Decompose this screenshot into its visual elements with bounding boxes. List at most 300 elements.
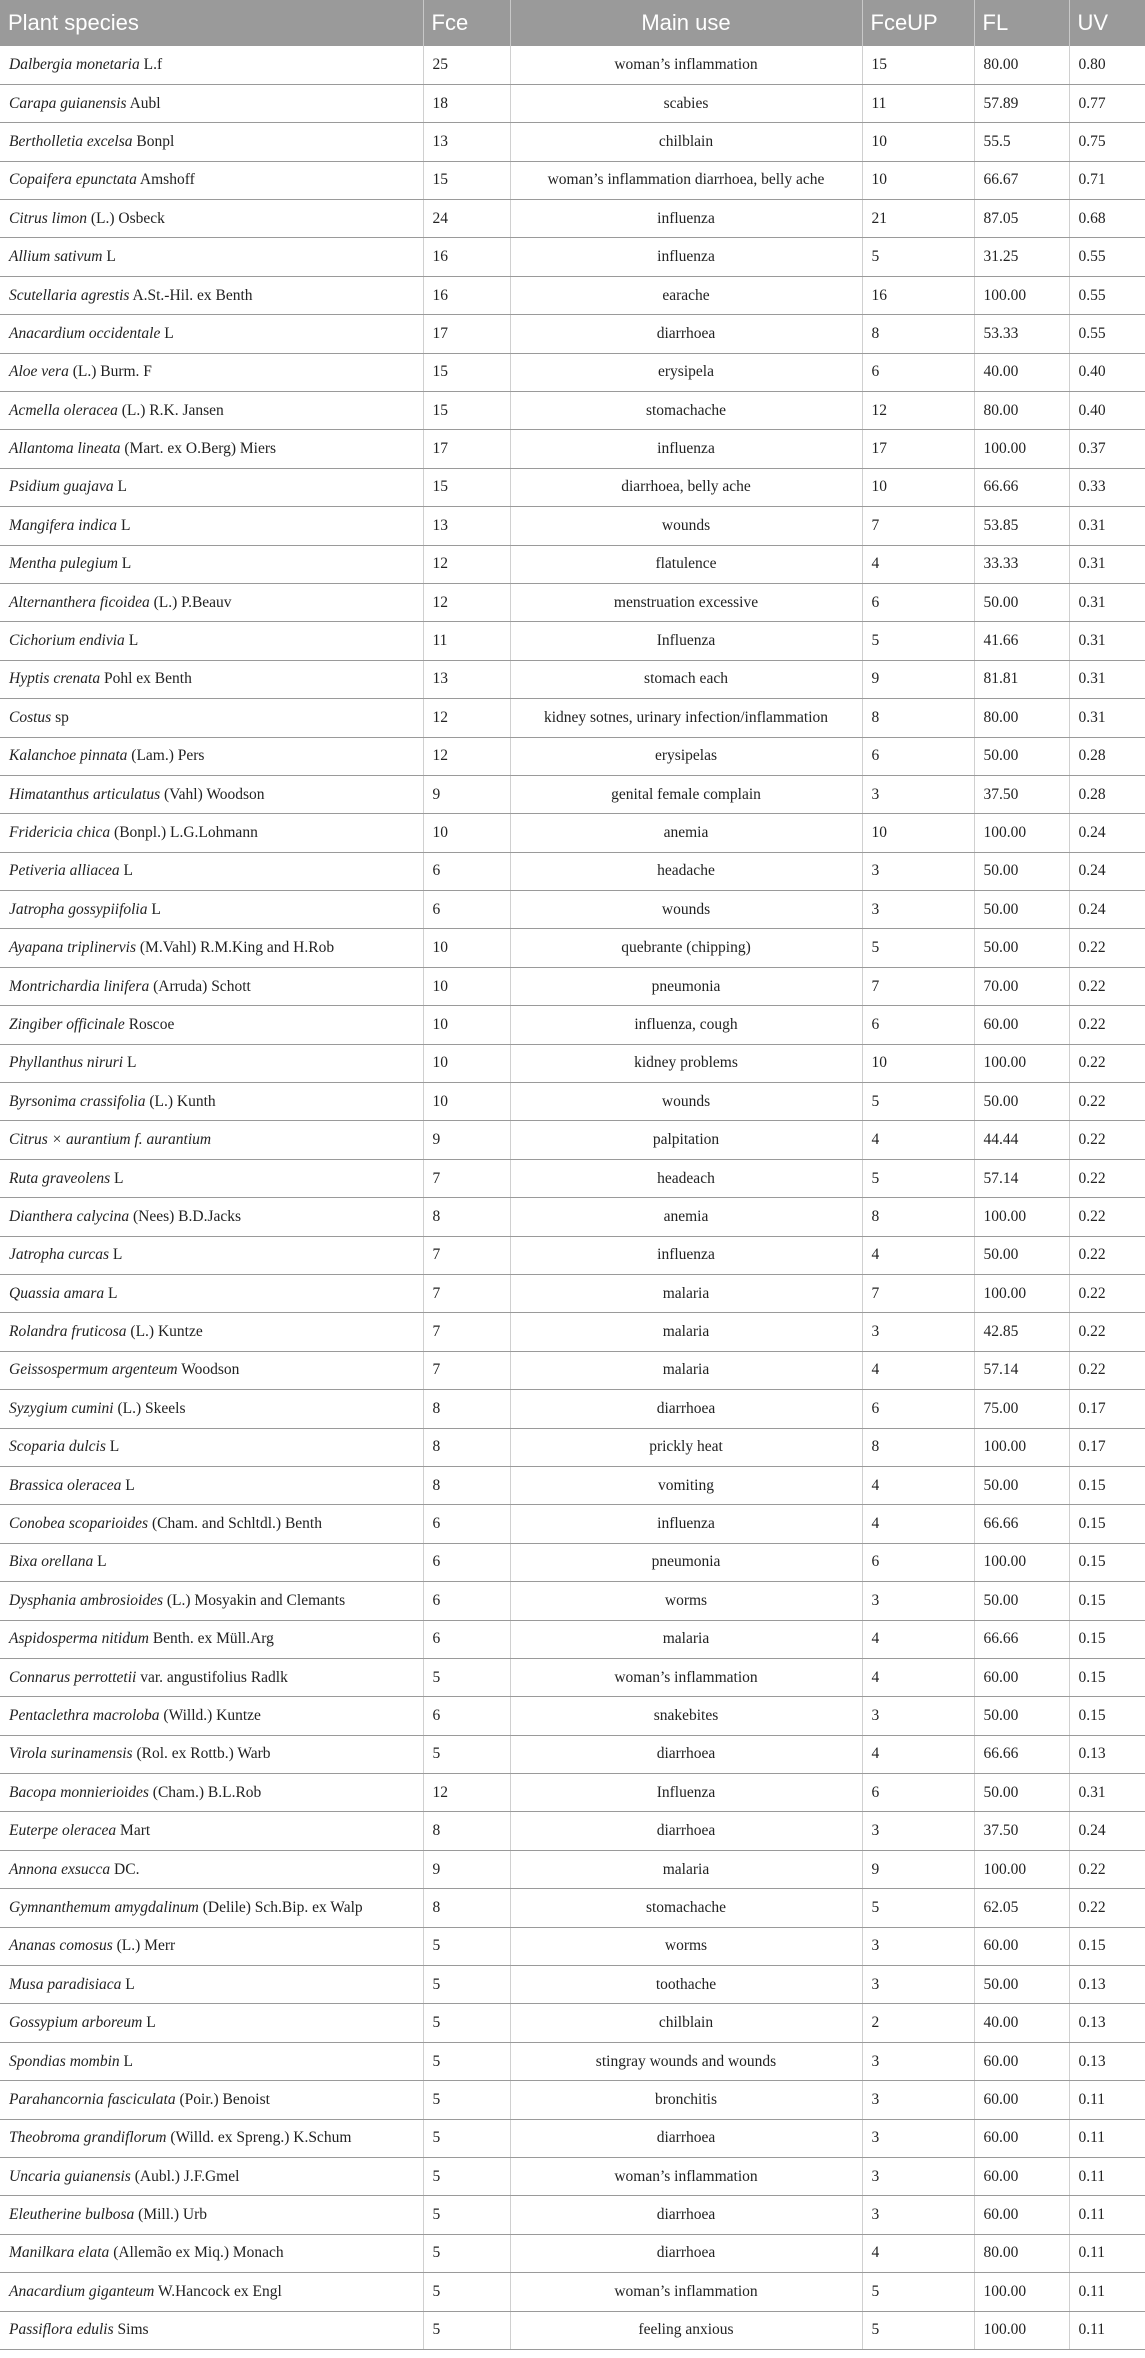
cell-fceup: 4 xyxy=(862,1620,974,1658)
species-author: L xyxy=(97,1553,107,1571)
cell-fl: 75.00 xyxy=(974,1390,1069,1428)
table-row xyxy=(0,852,1145,890)
species-author: (Allemão ex Miq.) Monach xyxy=(113,2244,284,2262)
cell-uv: 0.22 xyxy=(1069,1159,1145,1197)
table-row xyxy=(0,967,1145,1005)
cell-fl: 60.00 xyxy=(974,2157,1069,2195)
species-author: Bonpl xyxy=(136,132,175,150)
species-author: L xyxy=(126,1054,137,1072)
cell-main-use: snakebites xyxy=(510,1697,862,1735)
cell-fl: 66.67 xyxy=(974,161,1069,199)
species-name: Pentaclethra macroloba xyxy=(9,1706,160,1724)
table-row xyxy=(0,276,1145,314)
species-name: Eleutherine bulbosa xyxy=(9,2206,135,2224)
cell-fce: 6 xyxy=(423,1543,510,1581)
cell-fce: 12 xyxy=(423,545,510,583)
species-author: (Willd. ex Spreng.) K.Schum xyxy=(170,2129,352,2147)
species-name: Zingiber officinale xyxy=(9,1015,125,1033)
cell-main-use: Influenza xyxy=(510,1774,862,1812)
cell-plant-species xyxy=(0,1351,423,1389)
cell-main-use: earache xyxy=(510,276,862,314)
cell-uv: 0.15 xyxy=(1069,1582,1145,1620)
cell-fl: 100.00 xyxy=(974,1198,1069,1236)
species-name: Annona exsucca xyxy=(9,1860,111,1878)
species-author: (Bonpl.) L.G.Lohmann xyxy=(114,824,258,841)
table-row xyxy=(0,1774,1145,1812)
species-name: Jatropha gossypiifolia xyxy=(9,900,148,918)
cell-fl: 80.00 xyxy=(974,46,1069,84)
species-author: Aubl xyxy=(129,94,161,112)
cell-plant-species xyxy=(0,2273,423,2311)
cell-fceup: 3 xyxy=(862,2157,974,2195)
cell-fce: 13 xyxy=(423,123,510,161)
table-row xyxy=(0,46,1145,84)
species-author: (Aubl.) J.F.Gmel xyxy=(134,2167,240,2185)
cell-fceup: 3 xyxy=(862,2081,974,2119)
cell-uv: 0.24 xyxy=(1069,852,1145,890)
cell-fl: 100.00 xyxy=(974,814,1069,852)
cell-fl: 33.33 xyxy=(974,545,1069,583)
cell-plant-species xyxy=(0,2004,423,2042)
cell-uv: 0.17 xyxy=(1069,1390,1145,1428)
cell-fceup: 6 xyxy=(862,1543,974,1581)
cell-uv: 0.15 xyxy=(1069,1658,1145,1696)
species-name: Quassia amara xyxy=(9,1284,105,1302)
species-name: Conobea scoparioides xyxy=(9,1515,149,1533)
cell-uv: 0.13 xyxy=(1069,1966,1145,2004)
species-name: Musa paradisiaca xyxy=(9,1975,122,1993)
cell-plant-species xyxy=(0,1966,423,2004)
species-name: Acmella oleracea xyxy=(9,401,118,419)
cell-fce: 5 xyxy=(423,2004,510,2042)
cell-fceup: 10 xyxy=(862,814,974,852)
cell-fceup: 6 xyxy=(862,583,974,621)
cell-plant-species xyxy=(0,468,423,506)
cell-plant-species xyxy=(0,276,423,314)
table-row xyxy=(0,161,1145,199)
species-name: Mentha pulegium xyxy=(9,555,118,573)
cell-plant-species xyxy=(0,737,423,775)
cell-fceup: 3 xyxy=(862,852,974,890)
species-name: Mangifera indica xyxy=(9,516,118,534)
species-name: Alternanthera ficoidea xyxy=(9,593,150,611)
table-row xyxy=(0,1697,1145,1735)
species-name: Geissospermum argenteum xyxy=(9,1361,178,1379)
cell-fceup: 3 xyxy=(862,2196,974,2234)
cell-fceup: 8 xyxy=(862,315,974,353)
cell-uv: 0.33 xyxy=(1069,468,1145,506)
cell-plant-species xyxy=(0,1313,423,1351)
cell-plant-species xyxy=(0,392,423,430)
cell-fl: 44.44 xyxy=(974,1121,1069,1159)
species-name: Costus xyxy=(9,708,52,726)
cell-uv: 0.31 xyxy=(1069,583,1145,621)
cell-main-use: quebrante (chipping) xyxy=(510,929,862,967)
cell-fl: 70.00 xyxy=(974,967,1069,1005)
cell-fce: 5 xyxy=(423,1927,510,1965)
table-row xyxy=(0,814,1145,852)
cell-fl: 81.81 xyxy=(974,660,1069,698)
table-row xyxy=(0,660,1145,698)
cell-plant-species xyxy=(0,2196,423,2234)
species-author: L xyxy=(128,632,139,650)
cell-plant-species xyxy=(0,1658,423,1696)
cell-plant-species xyxy=(0,46,423,84)
cell-fl: 42.85 xyxy=(974,1313,1069,1351)
cell-uv: 0.22 xyxy=(1069,1351,1145,1389)
cell-plant-species xyxy=(0,1275,423,1313)
cell-fceup: 4 xyxy=(862,1121,974,1159)
cell-fceup: 4 xyxy=(862,1466,974,1504)
cell-fceup: 3 xyxy=(862,1697,974,1735)
cell-plant-species xyxy=(0,2234,423,2272)
species-name: Petiveria alliacea xyxy=(9,862,120,880)
cell-fce: 5 xyxy=(423,2081,510,2119)
species-author: L xyxy=(108,1284,118,1302)
cell-fl: 100.00 xyxy=(974,1543,1069,1581)
table-row xyxy=(0,392,1145,430)
cell-main-use: stomachache xyxy=(510,1889,862,1927)
cell-plant-species xyxy=(0,1812,423,1850)
cell-fl: 31.25 xyxy=(974,238,1069,276)
cell-fceup: 5 xyxy=(862,929,974,967)
cell-fceup: 4 xyxy=(862,2234,974,2272)
cell-fl: 50.00 xyxy=(974,929,1069,967)
cell-fceup: 7 xyxy=(862,507,974,545)
cell-fce: 7 xyxy=(423,1159,510,1197)
cell-fce: 5 xyxy=(423,1966,510,2004)
cell-fl: 60.00 xyxy=(974,2042,1069,2080)
cell-fl: 57.89 xyxy=(974,84,1069,122)
cell-fceup: 5 xyxy=(862,1889,974,1927)
table-row xyxy=(0,1159,1145,1197)
cell-fl: 62.05 xyxy=(974,1889,1069,1927)
cell-fceup: 4 xyxy=(862,1505,974,1543)
table-row xyxy=(0,1351,1145,1389)
cell-plant-species xyxy=(0,1044,423,1082)
cell-plant-species xyxy=(0,2157,423,2195)
cell-fceup: 10 xyxy=(862,161,974,199)
cell-main-use: anemia xyxy=(510,814,862,852)
cell-uv: 0.13 xyxy=(1069,1735,1145,1773)
cell-plant-species xyxy=(0,1505,423,1543)
cell-uv: 0.24 xyxy=(1069,814,1145,852)
cell-uv: 0.15 xyxy=(1069,1697,1145,1735)
cell-plant-species xyxy=(0,1582,423,1620)
species-author: (L.) Osbeck xyxy=(90,209,165,227)
cell-main-use: kidney sotnes, urinary infection/inflammation xyxy=(510,699,862,737)
species-name: Syzygium cumini xyxy=(9,1399,114,1417)
cell-plant-species xyxy=(0,1543,423,1581)
cell-fceup: 3 xyxy=(862,1313,974,1351)
cell-fceup: 6 xyxy=(862,353,974,391)
species-author: L xyxy=(164,324,174,342)
cell-fce: 17 xyxy=(423,430,510,468)
cell-plant-species xyxy=(0,2042,423,2080)
species-author: L.f xyxy=(143,55,163,73)
species-name: Carapa guianensis xyxy=(9,94,127,112)
cell-fceup: 7 xyxy=(862,967,974,1005)
species-name: Connarus perrottetii xyxy=(9,1668,137,1686)
cell-fce: 12 xyxy=(423,737,510,775)
species-name: Psidium guajava xyxy=(9,478,114,496)
cell-main-use: toothache xyxy=(510,1966,862,2004)
species-name: Gossypium arboreum xyxy=(9,2014,143,2032)
species-author: A.St.-Hil. ex Benth xyxy=(132,286,253,304)
cell-plant-species xyxy=(0,852,423,890)
cell-plant-species xyxy=(0,1006,423,1044)
cell-fce: 8 xyxy=(423,1198,510,1236)
cell-uv: 0.22 xyxy=(1069,1275,1145,1313)
cell-main-use: menstruation excessive xyxy=(510,583,862,621)
cell-fceup: 5 xyxy=(862,238,974,276)
species-author: (L.) Burm. F xyxy=(72,363,152,381)
cell-fl: 60.00 xyxy=(974,2119,1069,2157)
species-author: (Rol. ex Rottb.) Warb xyxy=(136,1745,271,1763)
cell-fce: 5 xyxy=(423,1658,510,1696)
cell-plant-species xyxy=(0,353,423,391)
table-row xyxy=(0,1236,1145,1274)
table-row xyxy=(0,1466,1145,1504)
cell-plant-species xyxy=(0,315,423,353)
cell-plant-species xyxy=(0,2119,423,2157)
cell-uv: 0.28 xyxy=(1069,737,1145,775)
table-row xyxy=(0,1889,1145,1927)
table-row xyxy=(0,1582,1145,1620)
cell-fceup: 7 xyxy=(862,1275,974,1313)
cell-fce: 8 xyxy=(423,1812,510,1850)
species-name: Parahancornia fasciculata xyxy=(9,2090,176,2108)
cell-fl: 60.00 xyxy=(974,2081,1069,2119)
cell-fce: 10 xyxy=(423,814,510,852)
cell-fce: 17 xyxy=(423,315,510,353)
species-author: (Arruda) Schott xyxy=(153,977,251,995)
cell-plant-species xyxy=(0,2081,423,2119)
cell-uv: 0.11 xyxy=(1069,2157,1145,2195)
cell-main-use: headache xyxy=(510,852,862,890)
cell-fceup: 11 xyxy=(862,84,974,122)
species-author: (L.) P.Beauv xyxy=(153,593,232,611)
cell-fl: 53.85 xyxy=(974,507,1069,545)
species-author: Woodson xyxy=(181,1361,240,1379)
cell-fce: 7 xyxy=(423,1236,510,1274)
cell-uv: 0.17 xyxy=(1069,1428,1145,1466)
cell-main-use: influenza xyxy=(510,430,862,468)
species-name: Byrsonima crassifolia xyxy=(9,1092,146,1110)
cell-plant-species xyxy=(0,1697,423,1735)
cell-fl: 41.66 xyxy=(974,622,1069,660)
cell-fl: 87.05 xyxy=(974,200,1069,238)
cell-fceup: 5 xyxy=(862,1083,974,1121)
species-author: L xyxy=(123,862,133,880)
table-row xyxy=(0,1313,1145,1351)
species-author: (Nees) B.D.Jacks xyxy=(132,1207,242,1225)
cell-main-use: headeach xyxy=(510,1159,862,1197)
cell-fl: 66.66 xyxy=(974,468,1069,506)
cell-main-use: woman’s inflammation diarrhoea, belly ache xyxy=(510,161,862,199)
species-author: (Delile) Sch.Bip. ex Walp xyxy=(202,1898,363,1916)
cell-fce: 5 xyxy=(423,2273,510,2311)
cell-fce: 7 xyxy=(423,1313,510,1351)
table-row xyxy=(0,1275,1145,1313)
cell-fceup: 6 xyxy=(862,1006,974,1044)
cell-uv: 0.55 xyxy=(1069,315,1145,353)
cell-main-use: worms xyxy=(510,1927,862,1965)
species-author: (L.) Mosyakin and Clemants xyxy=(166,1591,346,1609)
cell-plant-species xyxy=(0,430,423,468)
cell-fceup: 6 xyxy=(862,1390,974,1428)
cell-fl: 80.00 xyxy=(974,2234,1069,2272)
header-main-use: Main use xyxy=(510,0,862,46)
cell-fce: 13 xyxy=(423,660,510,698)
cell-main-use: prickly heat xyxy=(510,1428,862,1466)
cell-uv: 0.22 xyxy=(1069,1121,1145,1159)
table-row xyxy=(0,1966,1145,2004)
table-row xyxy=(0,929,1145,967)
species-name: Passiflora edulis xyxy=(9,2321,114,2339)
cell-fce: 8 xyxy=(423,1889,510,1927)
cell-fl: 100.00 xyxy=(974,276,1069,314)
species-name: Scoparia dulcis xyxy=(9,1438,106,1456)
cell-fce: 7 xyxy=(423,1351,510,1389)
cell-plant-species xyxy=(0,1620,423,1658)
cell-fce: 8 xyxy=(423,1390,510,1428)
cell-fce: 10 xyxy=(423,967,510,1005)
cell-main-use: woman’s inflammation xyxy=(510,2273,862,2311)
table-row xyxy=(0,1620,1145,1658)
cell-fl: 50.00 xyxy=(974,852,1069,890)
cell-fceup: 6 xyxy=(862,737,974,775)
table-body xyxy=(0,46,1145,2349)
cell-uv: 0.22 xyxy=(1069,929,1145,967)
cell-plant-species xyxy=(0,1198,423,1236)
cell-main-use: chilblain xyxy=(510,2004,862,2042)
cell-uv: 0.22 xyxy=(1069,1889,1145,1927)
cell-main-use: worms xyxy=(510,1582,862,1620)
species-author: Sims xyxy=(117,2321,149,2339)
species-author: L xyxy=(120,516,131,534)
cell-fl: 50.00 xyxy=(974,1083,1069,1121)
cell-uv: 0.40 xyxy=(1069,353,1145,391)
species-name: Citrus × aurantium f. aurantium xyxy=(9,1131,212,1149)
species-name: Phyllanthus niruri xyxy=(9,1054,124,1072)
cell-fce: 10 xyxy=(423,929,510,967)
table-row xyxy=(0,1543,1145,1581)
species-name: Allium sativum xyxy=(9,248,103,266)
cell-fce: 9 xyxy=(423,1121,510,1159)
species-author: (L.) Kuntze xyxy=(130,1323,203,1341)
species-name: Jatropha curcas xyxy=(9,1246,110,1264)
table-row xyxy=(0,353,1145,391)
cell-main-use: stingray wounds and wounds xyxy=(510,2042,862,2080)
cell-plant-species xyxy=(0,1236,423,1274)
cell-fl: 50.00 xyxy=(974,1774,1069,1812)
table-row xyxy=(0,1735,1145,1773)
cell-fce: 8 xyxy=(423,1466,510,1504)
cell-fce: 6 xyxy=(423,1697,510,1735)
cell-plant-species xyxy=(0,1735,423,1773)
species-author: sp xyxy=(55,708,69,726)
table-row xyxy=(0,238,1145,276)
cell-plant-species xyxy=(0,1083,423,1121)
cell-plant-species xyxy=(0,1159,423,1197)
cell-fceup: 5 xyxy=(862,1159,974,1197)
species-author: Amshoff xyxy=(139,171,195,189)
cell-uv: 0.31 xyxy=(1069,622,1145,660)
species-name: Cichorium endivia xyxy=(9,632,125,650)
cell-uv: 0.11 xyxy=(1069,2273,1145,2311)
species-name: Gymnanthemum amygdalinum xyxy=(9,1898,199,1916)
cell-fce: 5 xyxy=(423,2119,510,2157)
cell-main-use: pneumonia xyxy=(510,967,862,1005)
cell-uv: 0.71 xyxy=(1069,161,1145,199)
species-name: Theobroma grandiflorum xyxy=(9,2129,167,2147)
cell-uv: 0.22 xyxy=(1069,1044,1145,1082)
cell-fce: 10 xyxy=(423,1044,510,1082)
cell-plant-species xyxy=(0,1850,423,1888)
cell-fl: 66.66 xyxy=(974,1620,1069,1658)
cell-main-use: Influenza xyxy=(510,622,862,660)
cell-fl: 100.00 xyxy=(974,1275,1069,1313)
cell-plant-species xyxy=(0,583,423,621)
cell-uv: 0.22 xyxy=(1069,1006,1145,1044)
cell-main-use: palpitation xyxy=(510,1121,862,1159)
cell-plant-species xyxy=(0,775,423,813)
table-row xyxy=(0,1927,1145,1965)
cell-main-use: woman’s inflammation xyxy=(510,46,862,84)
species-author: L xyxy=(109,1438,120,1456)
species-author: Pohl ex Benth xyxy=(104,670,192,688)
cell-main-use: influenza, cough xyxy=(510,1006,862,1044)
header-fl: FL xyxy=(974,0,1069,46)
cell-fce: 11 xyxy=(423,622,510,660)
cell-plant-species xyxy=(0,660,423,698)
species-author: Benth. ex Müll.Arg xyxy=(152,1630,274,1648)
cell-main-use: genital female complain xyxy=(510,775,862,813)
cell-fceup: 16 xyxy=(862,276,974,314)
species-author: (L.) R.K. Jansen xyxy=(121,401,224,419)
cell-fceup: 10 xyxy=(862,123,974,161)
species-author: W.Hancock ex Engl xyxy=(157,2282,282,2300)
species-name: Scutellaria agrestis xyxy=(9,286,130,304)
species-author: (L.) Skeels xyxy=(117,1399,186,1417)
cell-uv: 0.11 xyxy=(1069,2196,1145,2234)
table-row xyxy=(0,507,1145,545)
cell-fce: 15 xyxy=(423,392,510,430)
cell-fce: 6 xyxy=(423,1505,510,1543)
table-row xyxy=(0,1044,1145,1082)
cell-fce: 18 xyxy=(423,84,510,122)
cell-uv: 0.24 xyxy=(1069,1812,1145,1850)
species-author: (Mill.) Urb xyxy=(138,2206,208,2224)
cell-fceup: 3 xyxy=(862,775,974,813)
species-name: Dianthera calycina xyxy=(9,1207,130,1225)
cell-fceup: 3 xyxy=(862,2042,974,2080)
cell-main-use: influenza xyxy=(510,238,862,276)
cell-main-use: flatulence xyxy=(510,545,862,583)
table-row xyxy=(0,1006,1145,1044)
cell-main-use: influenza xyxy=(510,1505,862,1543)
cell-main-use: wounds xyxy=(510,1083,862,1121)
species-author: (Vahl) Woodson xyxy=(164,785,265,803)
species-author: Roscoe xyxy=(128,1015,175,1033)
cell-fceup: 8 xyxy=(862,1428,974,1466)
species-name: Aloe vera xyxy=(9,363,69,381)
cell-fceup: 21 xyxy=(862,200,974,238)
species-name: Ruta graveolens xyxy=(9,1169,111,1187)
table-row xyxy=(0,1198,1145,1236)
cell-fl: 57.14 xyxy=(974,1159,1069,1197)
